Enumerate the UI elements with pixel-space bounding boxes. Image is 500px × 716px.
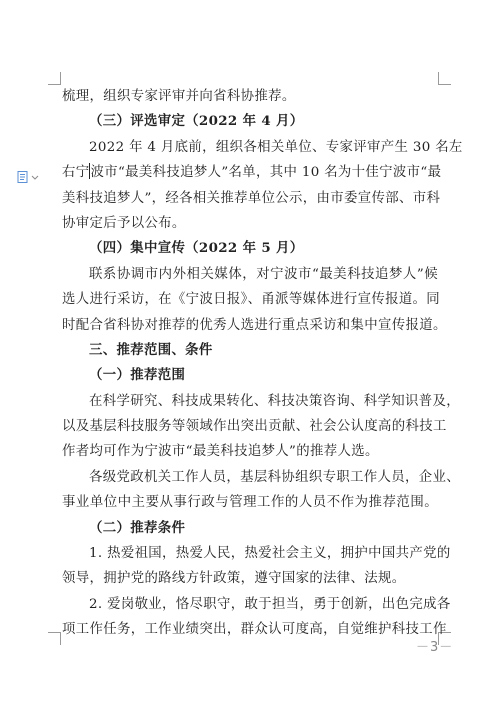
paragraph-line: 美科技追梦人”，经各相关推荐单位公示，由市委宣传部、市科 [62, 190, 441, 206]
crop-mark-top-right [438, 72, 451, 85]
paragraph-line: 2. 爱岗敬业，恪尽职守，敢于担当，勇于创新，出色完成各 [89, 596, 451, 612]
paragraph-line: 作者均可作为宁波市“最美科技追梦人”的推荐人选。 [62, 444, 379, 460]
paragraph-line: 1. 热爱祖国，热爱人民，热爱社会主义，拥护中国共产党的 [89, 546, 451, 562]
paragraph-line: 2022 年 4 月底前，组织各相关单位、专家评审产生 30 名左 [89, 139, 463, 155]
section-heading: 三、推荐范围、条件 [89, 341, 213, 358]
line-text-before-caret: 右宁 [62, 165, 90, 181]
paragraph-line: 各级党政机关工作人员，基层科协组织专职工作人员，企业、 [89, 469, 460, 485]
paragraph-line: 时配合省科协对推荐的优秀人选进行重点采访和集中宣传报道。 [62, 317, 447, 333]
paragraph-line: 领导，拥护党的路线方针政策，遵守国家的法律、法规。 [62, 571, 406, 587]
crop-mark-bottom-left [48, 632, 61, 645]
paragraph-line: 梳理，组织专家评审并向省科协推荐。 [62, 89, 296, 104]
crop-mark-top-left [48, 72, 61, 85]
paragraph-line: 事业单位中主要从事行政与管理工作的人员不作为推荐范围。 [62, 495, 438, 511]
paragraph-line: 联系协调市内外相关媒体，对宁波市“最美科技追梦人”候 [89, 266, 438, 282]
paragraph-line: 选人进行采访，在《宁波日报》、甬派等媒体进行宣传报道。同 [62, 292, 441, 308]
paragraph-line: 协审定后予以公布。 [62, 215, 186, 231]
document-body[interactable] [62, 84, 463, 643]
paragraph-line [62, 160, 442, 185]
section-heading: （四）集中宣传（2022 年 5 月） [89, 240, 304, 257]
section-heading: （二）推荐条件 [89, 519, 186, 536]
section-heading: （三）评选审定（2022 年 4 月） [89, 113, 304, 130]
line-text-after-caret: 波市“最美科技追梦人”名单，其中 10 名为十佳宁波市“最 [90, 165, 442, 181]
paragraph-line: 项工作任务，工作业绩突出，群众认可度高，自觉维护科技工作 [62, 622, 447, 638]
section-heading: （一）推荐范围 [89, 367, 186, 384]
paragraph-line: 以及基层科技服务等领域作出突出贡献、社会公认度高的科技工 [62, 419, 447, 435]
paragraph-line: 在科学研究、科技成果转化、科技决策咨询、科学知识普及， [89, 393, 460, 409]
comment-note-icon[interactable] [17, 168, 41, 180]
page-number: －3－ [416, 640, 454, 655]
